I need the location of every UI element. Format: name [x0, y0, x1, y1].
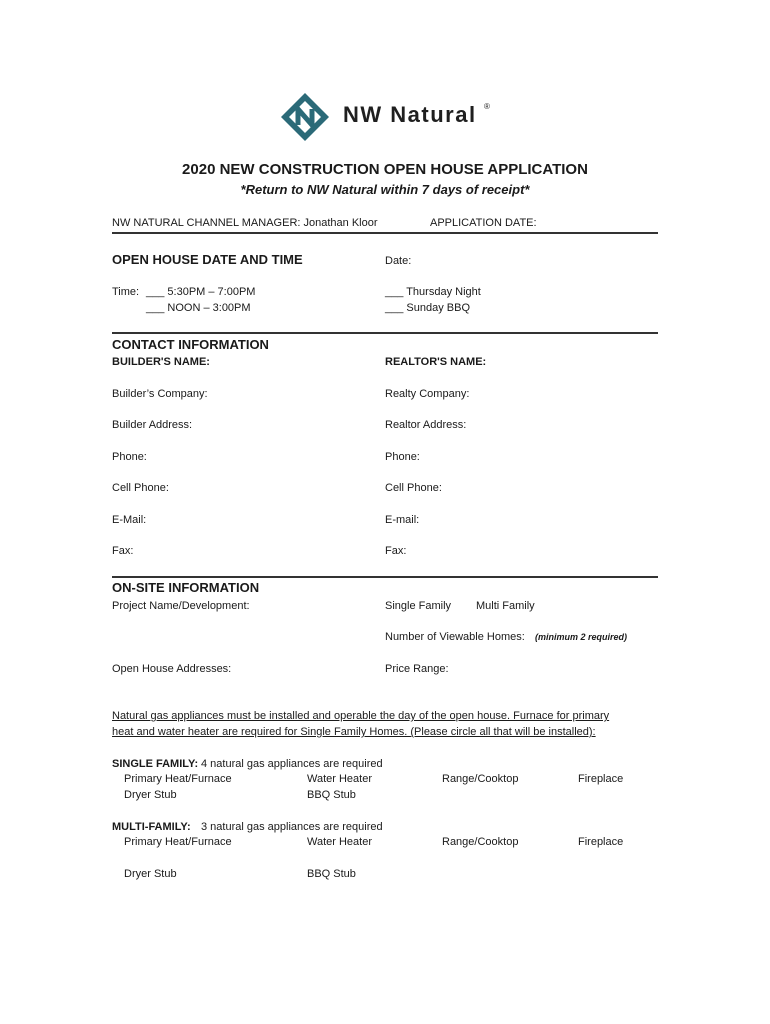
builder-email-label: E-Mail:: [112, 514, 147, 526]
open-house-divider: [112, 332, 658, 334]
builder-company-label: Builder’s Company:: [112, 388, 208, 400]
nw-natural-logo: [279, 90, 509, 144]
single-family-requirement: 4 natural gas appliances are required: [201, 758, 383, 770]
time-label: Time:: [112, 286, 140, 298]
single-primary-heat[interactable]: Primary Heat/Furnace: [124, 773, 232, 785]
application-date-label: APPLICATION DATE:: [430, 217, 537, 229]
logo-brand-text: NW Natural: [343, 102, 477, 127]
single-range-cooktop[interactable]: Range/Cooktop: [442, 773, 519, 785]
single-bbq-stub[interactable]: BBQ Stub: [307, 789, 356, 801]
builder-fax-label: Fax:: [112, 545, 134, 557]
price-range-label: Price Range:: [385, 663, 449, 675]
builder-cell-label: Cell Phone:: [112, 482, 169, 494]
builder-phone-label: Phone:: [112, 451, 147, 463]
viewable-homes-label: Number of Viewable Homes:: [385, 631, 525, 643]
time-option-noon[interactable]: ___ NOON – 3:00PM: [146, 302, 251, 314]
realty-company-label: Realty Company:: [385, 388, 470, 400]
multi-water-heater[interactable]: Water Heater: [307, 836, 373, 848]
multi-family-requirement: 3 natural gas appliances are required: [201, 821, 383, 833]
channel-manager-label: NW NATURAL CHANNEL MANAGER: Jonathan Kloor: [112, 217, 378, 229]
single-family-heading: SINGLE FAMILY:: [112, 758, 199, 770]
date-label: Date:: [385, 255, 412, 267]
builder-name-label: BUILDER'S NAME:: [112, 356, 210, 368]
nw-natural-n-diamond-icon: [279, 91, 331, 143]
multi-fireplace[interactable]: Fireplace: [578, 836, 624, 848]
single-water-heater[interactable]: Water Heater: [307, 773, 373, 785]
multi-primary-heat[interactable]: Primary Heat/Furnace: [124, 836, 232, 848]
viewable-homes-note: (minimum 2 required): [535, 632, 628, 642]
multi-family-option[interactable]: Multi Family: [476, 600, 535, 612]
registered-mark: ®: [484, 102, 490, 111]
open-house-heading: OPEN HOUSE DATE AND TIME: [112, 252, 303, 267]
appliance-notice-line-1: Natural gas appliances must be installed and operable the day of the open house. Furnace for primary: [112, 710, 610, 722]
header-divider: [112, 232, 658, 234]
realtor-phone-label: Phone:: [385, 451, 420, 463]
multi-bbq-stub[interactable]: BBQ Stub: [307, 868, 356, 880]
realtor-email-label: E-mail:: [385, 514, 420, 526]
appliance-notice-line-2: heat and water heater are required for Single Family Homes. (Please circle all that will be installed):: [112, 726, 596, 738]
day-option-thursday[interactable]: ___ Thursday Night: [385, 286, 481, 298]
realtor-address-label: Realtor Address:: [385, 419, 467, 431]
time-option-evening[interactable]: ___ 5:30PM – 7:00PM: [146, 286, 256, 298]
contact-heading: CONTACT INFORMATION: [112, 337, 269, 352]
multi-family-heading: MULTI-FAMILY:: [112, 821, 191, 833]
realtor-name-label: REALTOR'S NAME:: [385, 356, 487, 368]
realtor-cell-label: Cell Phone:: [385, 482, 442, 494]
multi-dryer-stub[interactable]: Dryer Stub: [124, 868, 177, 880]
builder-address-label: Builder Address:: [112, 419, 193, 431]
onsite-heading: ON-SITE INFORMATION: [112, 580, 260, 595]
single-family-option[interactable]: Single Family: [385, 600, 452, 612]
page-title: 2020 NEW CONSTRUCTION OPEN HOUSE APPLICATION: [182, 161, 588, 178]
contact-divider: [112, 576, 658, 578]
page-subtitle: *Return to NW Natural within 7 days of receipt*: [240, 182, 530, 197]
day-option-sunday[interactable]: ___ Sunday BBQ: [385, 302, 471, 314]
single-fireplace[interactable]: Fireplace: [578, 773, 624, 785]
single-dryer-stub[interactable]: Dryer Stub: [124, 789, 177, 801]
project-name-label: Project Name/Development:: [112, 600, 250, 612]
open-house-addresses-label: Open House Addresses:: [112, 663, 232, 675]
realtor-fax-label: Fax:: [385, 545, 407, 557]
multi-range-cooktop[interactable]: Range/Cooktop: [442, 836, 519, 848]
